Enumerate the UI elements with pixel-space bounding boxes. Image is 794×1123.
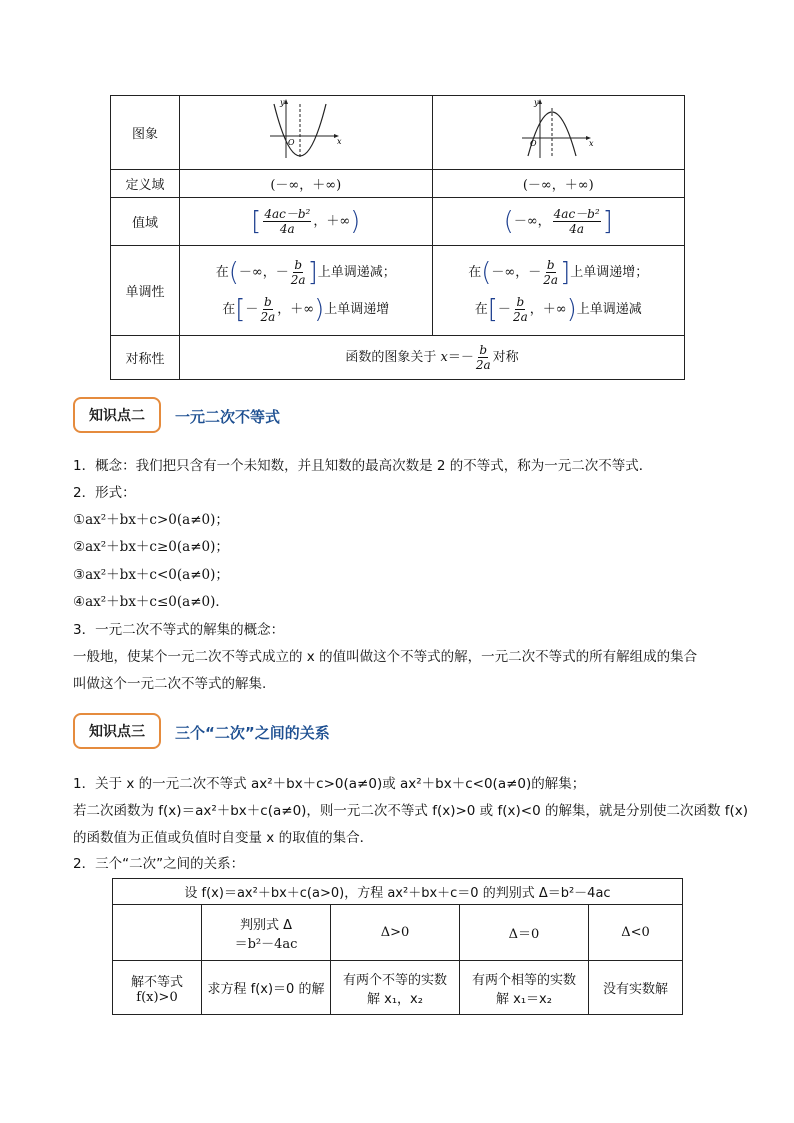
s2-form-1: ①ax²＋bx＋c>0(a≠0)； xyxy=(73,512,229,528)
table2-corner xyxy=(113,905,202,961)
neg-roots: 没有实数解 xyxy=(589,961,683,1015)
s3-line-4: 2．三个“二次”之间的关系： xyxy=(73,856,245,872)
s2-line-1: 1．概念：我们把只含有一个未知数，并且知数的最高次数是 2 的不等式，称为一元二次不等式． xyxy=(73,458,653,474)
zero-roots: 有两个相等的实数 解 x₁＝x₂ xyxy=(460,961,589,1015)
graph-label: 图象 xyxy=(111,96,180,170)
three-quadratics-table xyxy=(112,878,683,1015)
s3-line-2: 若二次函数为 f(x)＝ax²＋bx＋c(a≠0)，则一元二次不等式 f(x)>0 或 f(x)<0 的解集，就是分别使二次函数 f(x) xyxy=(73,803,749,819)
downward-parabola-graph xyxy=(518,98,598,164)
s2-line-4: 一般地，使某个一元二次不等式成立的 x 的值叫做这个不等式的解，一元二次不等式的所有解组成的集合 xyxy=(73,649,698,665)
range-label: 值域 xyxy=(111,198,180,246)
monotonic-label: 单调性 xyxy=(111,246,180,336)
monotonic-right: 在(－∞，－ $\frac{b}{2a}$ ]上单调递增； 在[－ $\frac{b}{2a}$ ，＋∞)上单调递减 xyxy=(432,246,685,336)
section-title-3: 三个“二次”之间的关系 xyxy=(175,724,330,742)
row-sub-equation: 求方程 f(x)＝0 的解 xyxy=(202,961,331,1015)
symmetry-label: 对称性 xyxy=(111,336,180,380)
upward-parabola-graph xyxy=(266,98,346,164)
monotonic-left: 在(－∞，－ $\frac{b}{2a}$ ]上单调递减； 在[－ $\frac{b}{2a}$ ，＋∞)上单调递增 xyxy=(180,246,433,336)
table2-header: 设 f(x)＝ax²＋bx＋c(a>0)，方程 ax²＋bx＋c＝0 的判别式 Δ＝b²－4ac xyxy=(113,879,683,905)
quadratic-properties-table xyxy=(110,95,685,380)
disc-label: 判别式 Δ ＝b²－4ac xyxy=(202,905,331,961)
s3-line-3: 的函数值为正值或负值时自变量 x 的取值的集合． xyxy=(73,830,374,846)
pos-roots: 有两个不等的实数 解 x₁，x₂ xyxy=(331,961,460,1015)
case-positive: Δ>0 xyxy=(331,905,460,961)
domain-left: (－∞，＋∞) xyxy=(180,170,433,198)
domain-label: 定义域 xyxy=(111,170,180,198)
range-right: (－∞， $\frac{\text{4ac－b²}}{4a}$ ] xyxy=(432,198,685,246)
origin-label: O xyxy=(530,138,537,148)
s2-form-4: ④ax²＋bx＋c≤0(a≠0)． xyxy=(73,594,229,610)
s2-line-3: 3．一元二次不等式的解集的概念： xyxy=(73,622,285,638)
axis-x-label: x xyxy=(589,138,594,148)
case-negative: Δ<0 xyxy=(589,905,683,961)
graph-upward xyxy=(180,96,433,170)
section-title-2: 一元二次不等式 xyxy=(175,408,281,426)
graph-downward xyxy=(432,96,685,170)
s3-line-1: 1．关于 x 的一元二次不等式 ax²＋bx＋c>0(a≠0)或 ax²＋bx＋c<0(a≠0)的解集； xyxy=(73,776,586,792)
axis-x-label: x xyxy=(336,136,342,146)
s2-line-5: 叫做这个一元二次不等式的解集. xyxy=(73,676,267,692)
section-badge-3: 知识点三 xyxy=(73,713,161,749)
origin-label: O xyxy=(287,137,295,147)
section-badge-2: 知识点二 xyxy=(73,397,161,433)
case-zero: Δ＝0 xyxy=(460,905,589,961)
row-label-solve: 解不等式 f(x)>0 xyxy=(113,961,202,1015)
s2-line-2: 2．形式： xyxy=(73,485,136,501)
s2-form-3: ③ax²＋bx＋c<0(a≠0)； xyxy=(73,567,229,583)
axis-y-label: y xyxy=(534,97,539,107)
symmetry-content: 函数的图象关于 x＝－ $\frac{b}{2a}$ 对称 xyxy=(180,336,685,380)
range-left: [ $\frac{\text{4ac－b²}}{4a}$ ，＋∞) xyxy=(180,198,433,246)
axis-y-label: y xyxy=(279,97,285,107)
domain-right: (－∞，＋∞) xyxy=(432,170,685,198)
s2-form-2: ②ax²＋bx＋c≥0(a≠0)； xyxy=(73,539,229,555)
